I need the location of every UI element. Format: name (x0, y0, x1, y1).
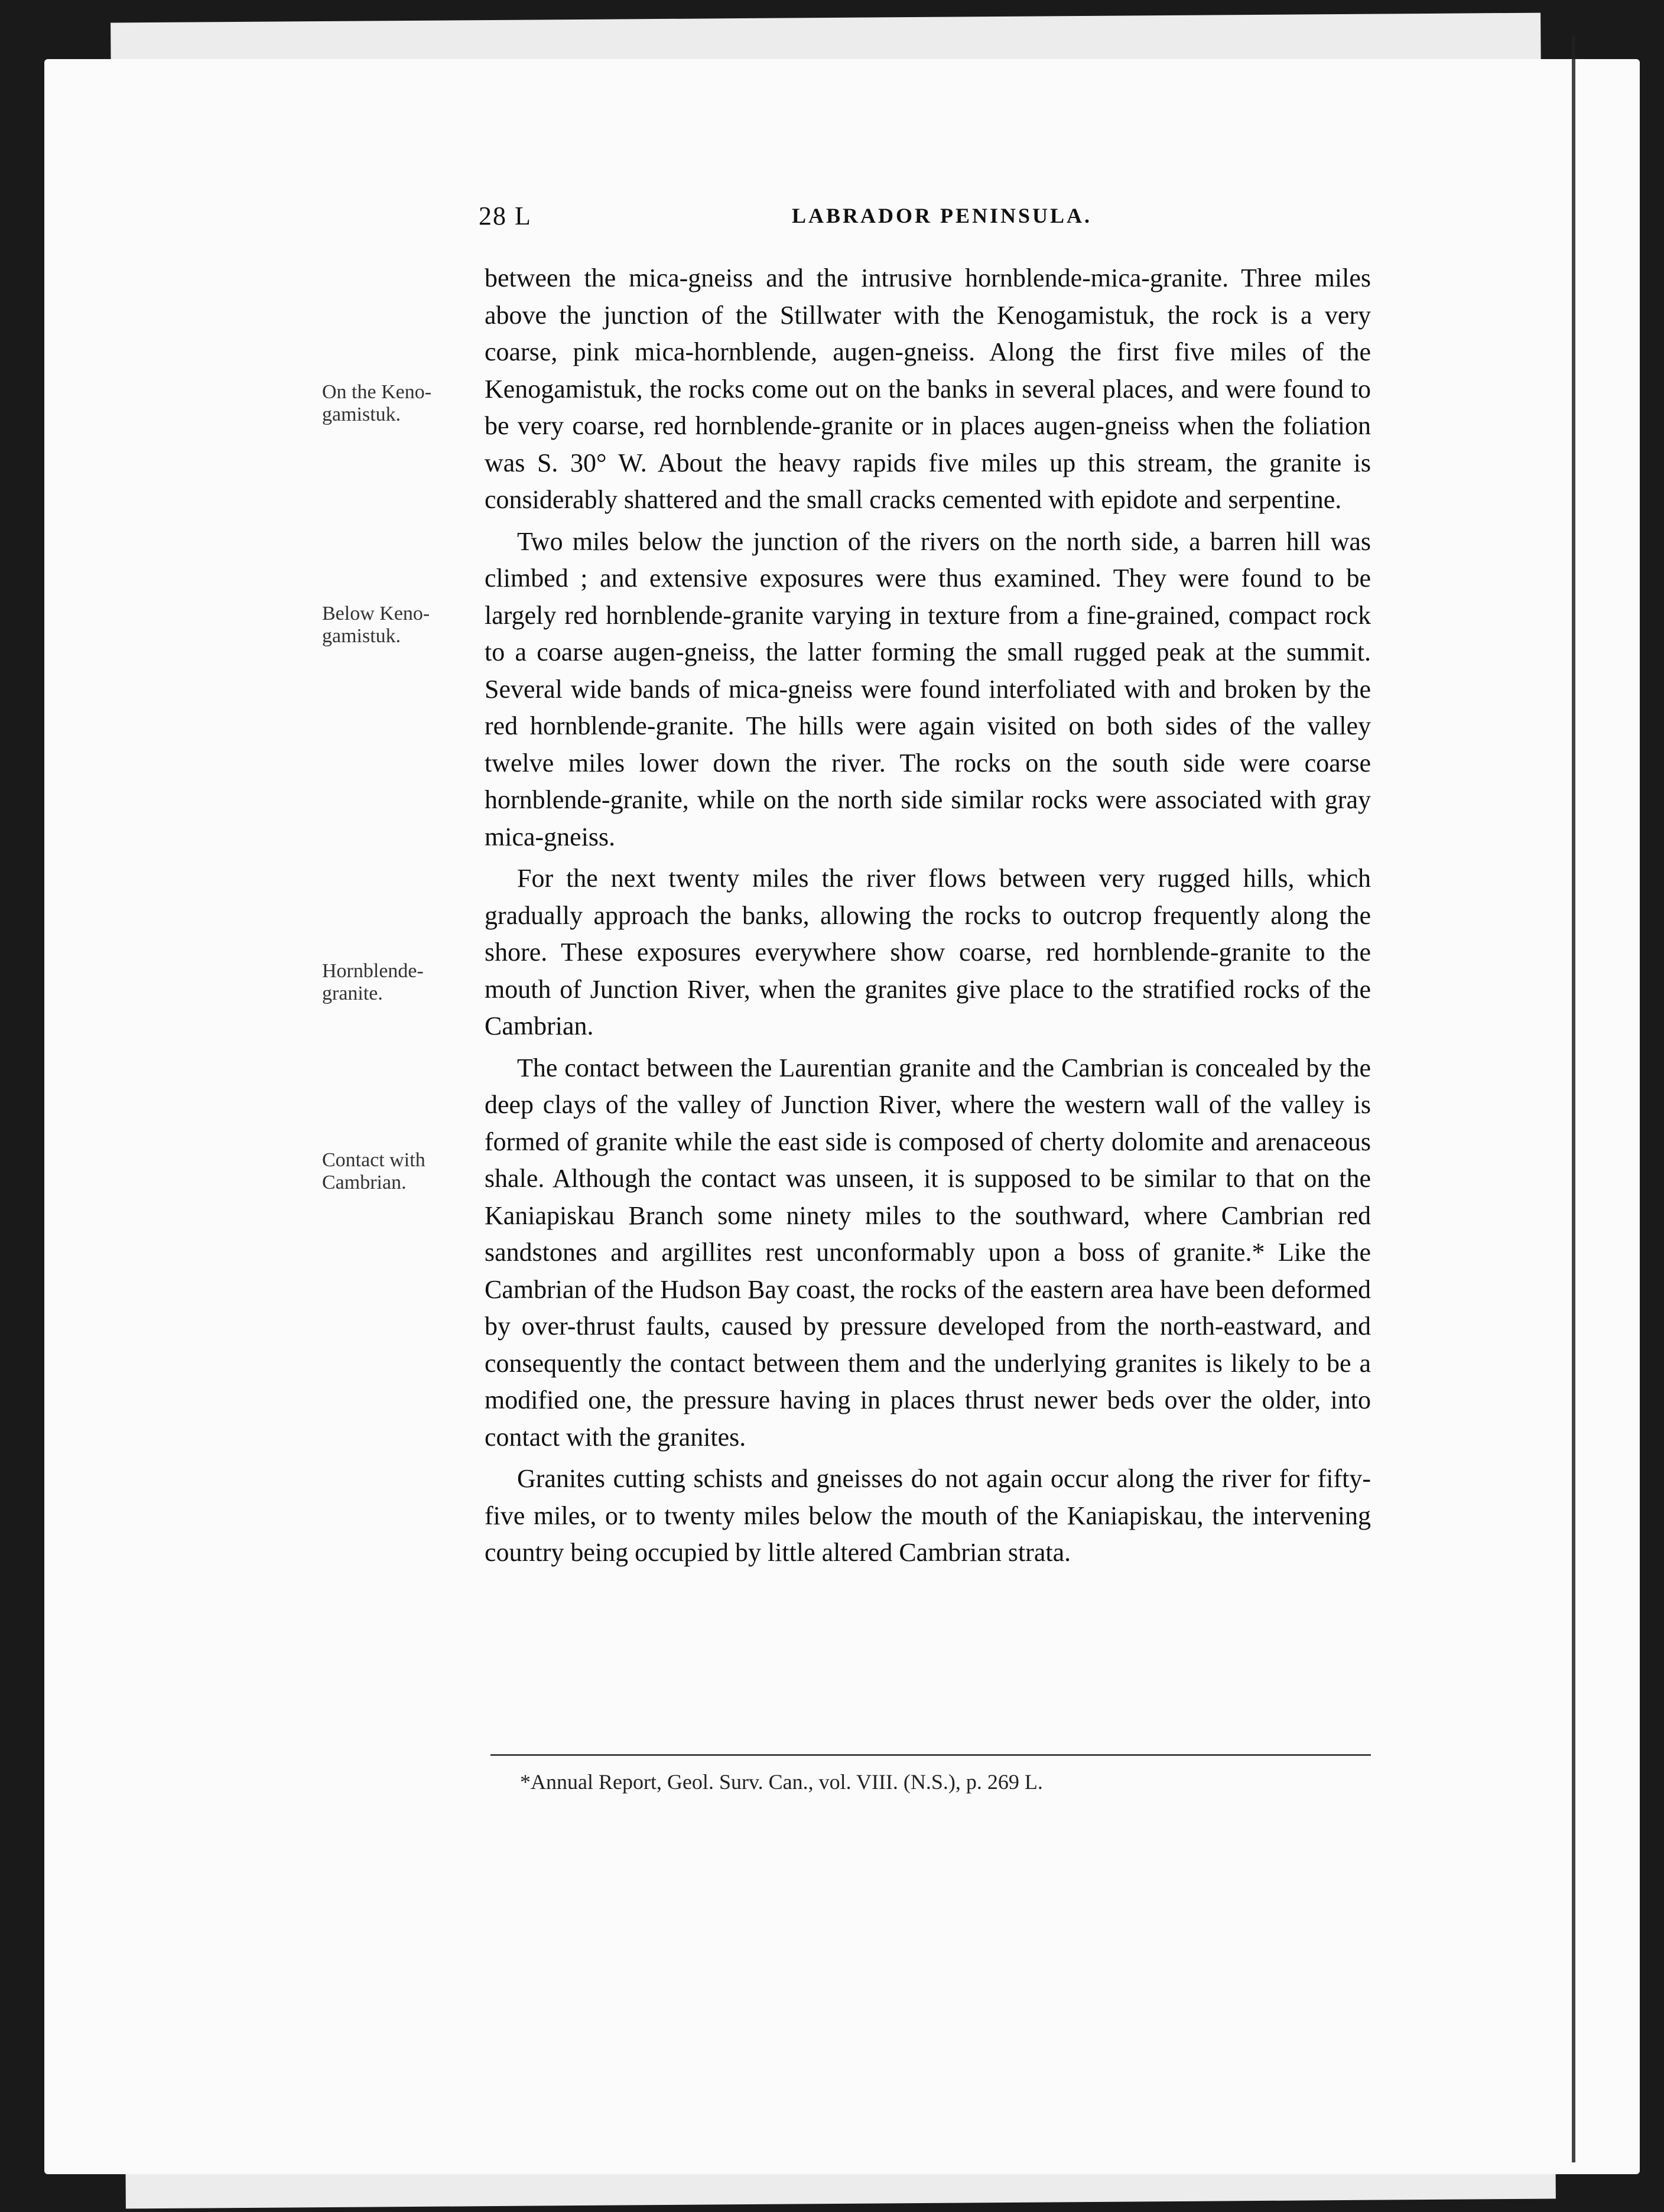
binding-edge (1572, 35, 1593, 2162)
paragraph: between the mica-gneiss and the intrusive hornblende-mica-granite. Three miles above the junction of the Stillwater with the Kenogamistuk, the rock is a very coarse, pink mica-hornblende, augen-gneiss. Along the first five miles of the Kenogamistuk, the rocks come out on the banks in several places, and were found to be very coarse, red hornblende-granite or in places augen-gneiss when the foliation was S. 30° W. About the heavy rapids five miles up this stream, the granite is considerably shattered and the small cracks cemented with epidote and serpentine. (485, 264, 1371, 514)
sidenote-below-kenogamistuk: Below Keno- gamistuk. (322, 603, 430, 647)
paragraph: Two miles below the junction of the rivers on the north side, a barren hill was climbed ; and extensive exposures were thus examined. They were found to be largely red hornblende-granite varying in texture from a fine-grained, compact rock to a coarse augen-gneiss, the latter forming the small rugged peak at the summit. Several wide bands of mica-gneiss were found interfoliated with and broken by the red hornblende-granite. The hills were again visited on both sides of the valley twelve miles lower down the river. The rocks on the south side were coarse hornblende-granite, while on the north side similar rocks were associated with gray mica-gneiss. (485, 526, 1371, 851)
sidenote-hornblende-granite: Hornblende- granite. (322, 960, 424, 1004)
page-header (479, 201, 1377, 236)
footnote: *Annual Report, Geol. Surv. Can., vol. VIII. (N.S.), p. 269 L. (520, 1770, 1043, 1794)
paragraph: For the next twenty miles the river flows between very rugged hills, which gradually approach the banks, allowing the rocks to outcrop frequently along the shore. These exposures everywhere show coarse, red hornblende-granite to the mouth of Junction River, when the granites give place to the stratified rocks of the Cambrian. (485, 864, 1371, 1040)
running-title: LABRADOR PENINSULA. (792, 204, 1093, 227)
sidenote-contact-cambrian: Contact with Cambrian. (322, 1149, 425, 1193)
page-number: 28 L (479, 201, 532, 230)
body-text (485, 260, 1371, 1576)
sidenote-kenogamistuk: On the Keno- gamistuk. (322, 381, 432, 425)
paragraph: The contact between the Laurentian granite and the Cambrian is concealed by the deep clays of the valley of Junction River, where the western wall of the valley is formed of granite while the east side is composed of cherty dolomite and arenaceous shale. Although the contact was unseen, it is supposed to be similar to that on the Kaniapiskau Branch some ninety miles to the southward, where Cambrian red sandstones and argillites rest unconformably upon a boss of granite.* Like the Cambrian of the Hudson Bay coast, the rocks of the eastern area have been deformed by over-thrust faults, caused by pressure developed from the north-eastward, and consequently the contact between them and the underlying granites is likely to be a modified one, the pressure having in places thrust newer beds over the older, into contact with the granites. (485, 1053, 1371, 1452)
paragraph: Granites cutting schists and gneisses do not again occur along the river for fifty-five miles, or to twenty miles below the mouth of the Kaniapiskau, the intervening country being occupied by little altered Cambrian strata. (485, 1464, 1371, 1567)
footnote-rule (490, 1754, 1371, 1756)
